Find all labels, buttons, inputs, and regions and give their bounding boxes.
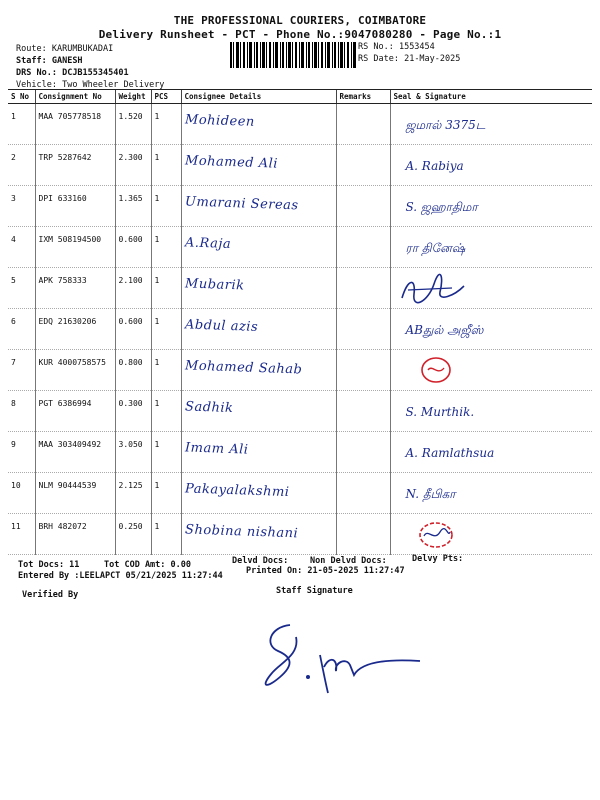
row-consignment-no: TRP 5287642 bbox=[35, 145, 115, 186]
row-consignment-no: PGT 6386994 bbox=[35, 391, 115, 432]
row-consignee bbox=[181, 350, 336, 391]
row-weight: 0.600 bbox=[115, 309, 151, 350]
handwritten-consignee: A.Raja bbox=[184, 235, 231, 253]
row-signature bbox=[390, 309, 592, 350]
handwritten-consignee: Mohamed Sahab bbox=[184, 358, 303, 378]
handwritten-consignee: Imam Ali bbox=[184, 440, 249, 458]
signature-text: ரா தினேஷ் bbox=[405, 241, 466, 255]
table-row bbox=[8, 186, 592, 227]
delvy-pts: Delvy Pts: bbox=[412, 554, 464, 564]
row-consignee bbox=[181, 473, 336, 514]
table-row bbox=[8, 309, 592, 350]
row-remarks bbox=[336, 432, 390, 473]
entered-by: Entered By :LEELAPCT 05/21/2025 11:27:44 bbox=[18, 571, 223, 581]
row-weight: 2.125 bbox=[115, 473, 151, 514]
row-sno: 3 bbox=[8, 186, 35, 227]
signature-text: S. ஜஹாதிமா bbox=[405, 200, 478, 214]
row-weight: 0.800 bbox=[115, 350, 151, 391]
handwritten-signature bbox=[394, 190, 590, 222]
handwritten-consignee: Mohamed Ali bbox=[184, 153, 278, 172]
col-weight: Weight bbox=[115, 90, 151, 104]
row-signature bbox=[390, 432, 592, 473]
row-pcs: 1 bbox=[151, 514, 181, 555]
row-remarks bbox=[336, 268, 390, 309]
route-line bbox=[16, 44, 113, 54]
row-signature bbox=[390, 473, 592, 514]
rs-no-label: RS No.: bbox=[358, 42, 394, 52]
col-sno: S No bbox=[8, 90, 35, 104]
signature-text: N. தீபிகா bbox=[405, 487, 456, 501]
row-consignment-no: KUR 4000758575 bbox=[35, 350, 115, 391]
handwritten-consignee: Umarani Sereas bbox=[184, 194, 299, 214]
table-header-row bbox=[8, 90, 592, 104]
row-consignment-no: EDQ 21630206 bbox=[35, 309, 115, 350]
staff-handwritten-signature bbox=[250, 615, 430, 700]
row-pcs: 1 bbox=[151, 473, 181, 514]
signature-text: A. Ramlathsua bbox=[405, 446, 495, 460]
row-consignment-no: NLM 90444539 bbox=[35, 473, 115, 514]
row-sno: 5 bbox=[8, 268, 35, 309]
row-remarks bbox=[336, 350, 390, 391]
tot-docs: Tot Docs: 11 bbox=[18, 560, 80, 570]
row-signature bbox=[390, 145, 592, 186]
row-consignee bbox=[181, 145, 336, 186]
row-weight: 2.100 bbox=[115, 268, 151, 309]
row-pcs: 1 bbox=[151, 104, 181, 145]
staff-label: Staff: bbox=[16, 56, 47, 66]
company-title: THE PROFESSIONAL COURIERS, COIMBATORE bbox=[173, 14, 427, 27]
col-seal-signature: Seal & Signature bbox=[390, 90, 592, 104]
printed-on: Printed On: 21-05-2025 11:27:47 bbox=[246, 566, 405, 576]
row-consignment-no: BRH 482072 bbox=[35, 514, 115, 555]
row-consignee bbox=[181, 391, 336, 432]
row-remarks bbox=[336, 309, 390, 350]
row-weight: 0.300 bbox=[115, 391, 151, 432]
row-pcs: 1 bbox=[151, 350, 181, 391]
col-remarks: Remarks bbox=[336, 90, 390, 104]
row-pcs: 1 bbox=[151, 227, 181, 268]
row-signature bbox=[390, 391, 592, 432]
row-weight: 1.365 bbox=[115, 186, 151, 227]
row-signature bbox=[390, 350, 592, 391]
row-weight: 0.250 bbox=[115, 514, 151, 555]
row-consignee bbox=[181, 268, 336, 309]
table-row bbox=[8, 473, 592, 514]
row-remarks bbox=[336, 473, 390, 514]
handwritten-signature bbox=[394, 313, 590, 345]
row-weight: 2.300 bbox=[115, 145, 151, 186]
row-sno: 4 bbox=[8, 227, 35, 268]
handwritten-signature bbox=[394, 395, 590, 427]
red-stamp-7 bbox=[394, 354, 454, 388]
table-row bbox=[8, 514, 592, 555]
row-consignment-no: MAA 705778518 bbox=[35, 104, 115, 145]
red-stamp-11 bbox=[394, 518, 454, 552]
delvd-docs: Delvd Docs: bbox=[232, 556, 289, 566]
row-remarks bbox=[336, 104, 390, 145]
row-pcs: 1 bbox=[151, 309, 181, 350]
row-consignment-no: DPI 633160 bbox=[35, 186, 115, 227]
signature-stamp bbox=[394, 354, 590, 386]
col-consignee-details: Consignee Details bbox=[181, 90, 336, 104]
table-row bbox=[8, 145, 592, 186]
row-pcs: 1 bbox=[151, 145, 181, 186]
table-row bbox=[8, 268, 592, 309]
rs-no-line bbox=[358, 42, 435, 52]
scribble-signature-5 bbox=[394, 272, 474, 306]
handwritten-signature bbox=[394, 231, 590, 263]
row-sno: 7 bbox=[8, 350, 35, 391]
row-consignee bbox=[181, 309, 336, 350]
row-weight: 0.600 bbox=[115, 227, 151, 268]
handwritten-signature bbox=[394, 477, 590, 509]
row-pcs: 1 bbox=[151, 186, 181, 227]
row-pcs: 1 bbox=[151, 391, 181, 432]
row-consignee bbox=[181, 432, 336, 473]
tot-cod-amt: Tot COD Amt: 0.00 bbox=[104, 560, 191, 570]
col-pcs: PCS bbox=[151, 90, 181, 104]
handwritten-signature bbox=[394, 436, 590, 468]
row-signature bbox=[390, 268, 592, 309]
table-row bbox=[8, 227, 592, 268]
signature-text: ஜமால் 3375ட bbox=[405, 118, 486, 132]
row-consignee bbox=[181, 186, 336, 227]
signature-text: A. Rabiya bbox=[405, 159, 464, 173]
handwritten-consignee: Sadhik bbox=[184, 399, 234, 417]
signature-text: S. Murthik. bbox=[405, 405, 475, 419]
drs-label: DRS No.: bbox=[16, 68, 57, 78]
row-consignee bbox=[181, 514, 336, 555]
row-signature bbox=[390, 186, 592, 227]
route-label: Route: bbox=[16, 44, 47, 54]
signature-text: ABதுல் அஜீஸ் bbox=[405, 323, 484, 337]
handwritten-consignee: Mubarik bbox=[184, 276, 245, 294]
vehicle-value: Two Wheeler Delivery bbox=[62, 80, 165, 90]
vehicle-label: Vehicle: bbox=[16, 80, 57, 90]
row-consignee bbox=[181, 227, 336, 268]
row-sno: 9 bbox=[8, 432, 35, 473]
row-remarks bbox=[336, 145, 390, 186]
row-remarks bbox=[336, 227, 390, 268]
drs-line bbox=[16, 68, 129, 78]
drs-value: DCJB155345401 bbox=[62, 68, 129, 78]
row-signature bbox=[390, 104, 592, 145]
row-remarks bbox=[336, 391, 390, 432]
handwritten-consignee: Abdul azis bbox=[184, 317, 258, 335]
row-signature bbox=[390, 227, 592, 268]
row-sno: 11 bbox=[8, 514, 35, 555]
row-sno: 6 bbox=[8, 309, 35, 350]
row-weight: 1.520 bbox=[115, 104, 151, 145]
handwritten-signature bbox=[394, 149, 590, 181]
row-consignment-no: MAA 303409492 bbox=[35, 432, 115, 473]
table-row bbox=[8, 432, 592, 473]
non-delvd-docs: Non Delvd Docs: bbox=[310, 556, 387, 566]
rs-date-value: 21-May-2025 bbox=[404, 54, 461, 64]
rs-date-line bbox=[358, 54, 460, 64]
row-signature bbox=[390, 514, 592, 555]
staff-line bbox=[16, 56, 83, 66]
runsheet-subtitle: Delivery Runsheet - PCT - Phone No.:9047080280 - Page No.:1 bbox=[98, 28, 502, 41]
col-consignment-no: Consignment No bbox=[35, 90, 115, 104]
handwritten-consignee: Shobina nishani bbox=[184, 522, 298, 542]
row-consignment-no: IXM 508194500 bbox=[35, 227, 115, 268]
row-consignment-no: APK 758333 bbox=[35, 268, 115, 309]
row-pcs: 1 bbox=[151, 268, 181, 309]
route-value: KARUMBUKADAI bbox=[51, 44, 114, 54]
row-sno: 8 bbox=[8, 391, 35, 432]
table-row bbox=[8, 104, 592, 145]
signature-scribble bbox=[394, 272, 590, 304]
row-sno: 10 bbox=[8, 473, 35, 514]
signature-stamp bbox=[394, 518, 590, 550]
row-sno: 1 bbox=[8, 104, 35, 145]
handwritten-consignee: Mohideen bbox=[184, 112, 255, 130]
runsheet-table bbox=[8, 89, 592, 555]
rs-date-label: RS Date: bbox=[358, 54, 399, 64]
row-sno: 2 bbox=[8, 145, 35, 186]
handwritten-signature bbox=[394, 108, 590, 140]
staff-value: GANESH bbox=[51, 56, 83, 66]
handwritten-consignee: Pakayalakshmi bbox=[184, 481, 290, 501]
row-consignee bbox=[181, 104, 336, 145]
barcode bbox=[230, 42, 356, 68]
row-pcs: 1 bbox=[151, 432, 181, 473]
row-remarks bbox=[336, 514, 390, 555]
rs-no-value: 1553454 bbox=[398, 42, 435, 52]
row-remarks bbox=[336, 186, 390, 227]
table-row bbox=[8, 350, 592, 391]
verified-by: Verified By bbox=[22, 590, 79, 600]
table-row bbox=[8, 391, 592, 432]
staff-signature-label: Staff Signature bbox=[276, 586, 353, 596]
row-weight: 3.050 bbox=[115, 432, 151, 473]
